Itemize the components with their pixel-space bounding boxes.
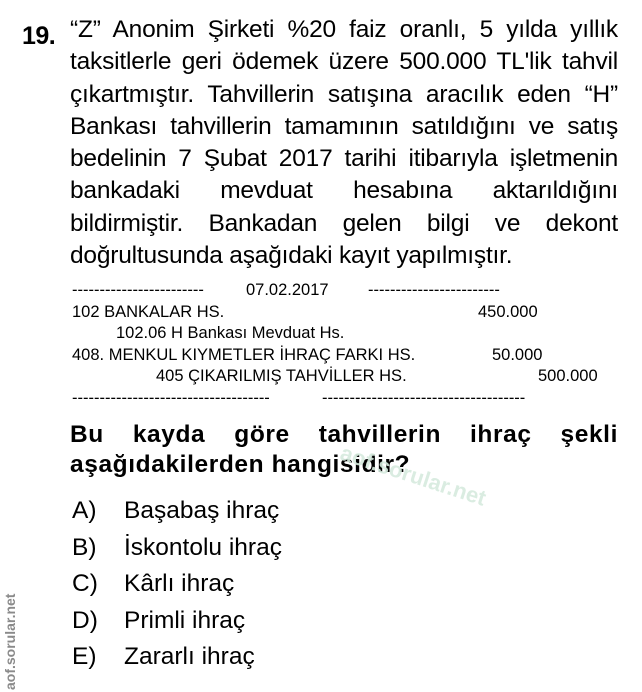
journal-sub-account: 102.06 H Bankası Mevduat Hs. xyxy=(116,324,345,342)
journal-footer xyxy=(72,388,612,410)
journal-row xyxy=(72,302,612,324)
option-letter: C) xyxy=(72,570,98,597)
option-text: Zararlı ihraç xyxy=(124,643,255,670)
question-prompt-line: aşağıdakilerden hangisidir? xyxy=(70,451,411,478)
journal-footer-right-dashes: ------------------------------------- xyxy=(322,388,526,407)
question-number: 19. xyxy=(22,22,56,50)
journal-date: 07.02.2017 xyxy=(246,281,329,299)
question-body-line: bankadaki mevduat hesabına aktarıldığını xyxy=(70,177,618,205)
question-body-line: taksitlerle geri ödemek üzere 500.000 TL'lik tahvil xyxy=(70,48,618,76)
option-letter: D) xyxy=(72,606,98,634)
option-letter: B) xyxy=(72,533,97,561)
question-prompt-line: Bu kayda göre tahvillerin ihraç şekli xyxy=(70,421,618,448)
question-body xyxy=(70,14,618,272)
journal-header xyxy=(72,280,612,302)
watermark-side: aof.sorular.net xyxy=(2,593,18,690)
journal-account: 102 BANKALAR HS. xyxy=(72,302,225,321)
question-body-line: bedelinin 7 Şubat 2017 tarihi itibarıyla işletmenin xyxy=(70,145,618,173)
question-body-line: Bankası tahvillerin tamamının satıldığını ve satış xyxy=(70,112,618,140)
journal-header-left-dashes: ------------------------ xyxy=(72,281,204,299)
question-body-line: doğrultusunda aşağıdaki kayıt yapılmıştır. xyxy=(70,242,513,270)
option-text: Primli ihraç xyxy=(124,606,246,634)
option-text: Başabaş ihraç xyxy=(124,497,280,524)
journal-row xyxy=(72,366,612,388)
watermark-center: aof.sorular.net xyxy=(337,440,490,511)
question-body-line: çıkartmıştır. Tahvillerin satışına aracılık eden “H” xyxy=(70,80,618,108)
question-body-line: “Z” Anonim Şirketi %20 faiz oranlı, 5 yılda yıllık xyxy=(70,16,618,43)
question-body-line: bildirmiştir. Bankadan gelen bilgi ve dekont xyxy=(70,209,618,237)
option-letter: E) xyxy=(72,643,97,670)
journal-debit: 450.000 xyxy=(478,302,538,321)
journal-credit: 500.000 xyxy=(538,367,598,385)
journal-debit: 50.000 xyxy=(492,345,543,364)
journal-account: 408. MENKUL KIYMETLER İHRAÇ FARKI HS. xyxy=(72,345,416,364)
journal-header-right-dashes: ------------------------ xyxy=(368,281,500,299)
option-text: İskontolu ihraç xyxy=(124,533,282,561)
option-letter: A) xyxy=(72,497,97,524)
option-text: Kârlı ihraç xyxy=(124,570,235,597)
journal-row xyxy=(72,323,612,345)
journal-account: 405 ÇIKARILMIŞ TAHVİLLER HS. xyxy=(156,367,407,385)
journal-footer-left-dashes: ------------------------------------ xyxy=(72,388,270,407)
journal-row xyxy=(72,345,612,367)
question-prompt xyxy=(70,420,618,480)
journal-entry xyxy=(72,280,612,409)
